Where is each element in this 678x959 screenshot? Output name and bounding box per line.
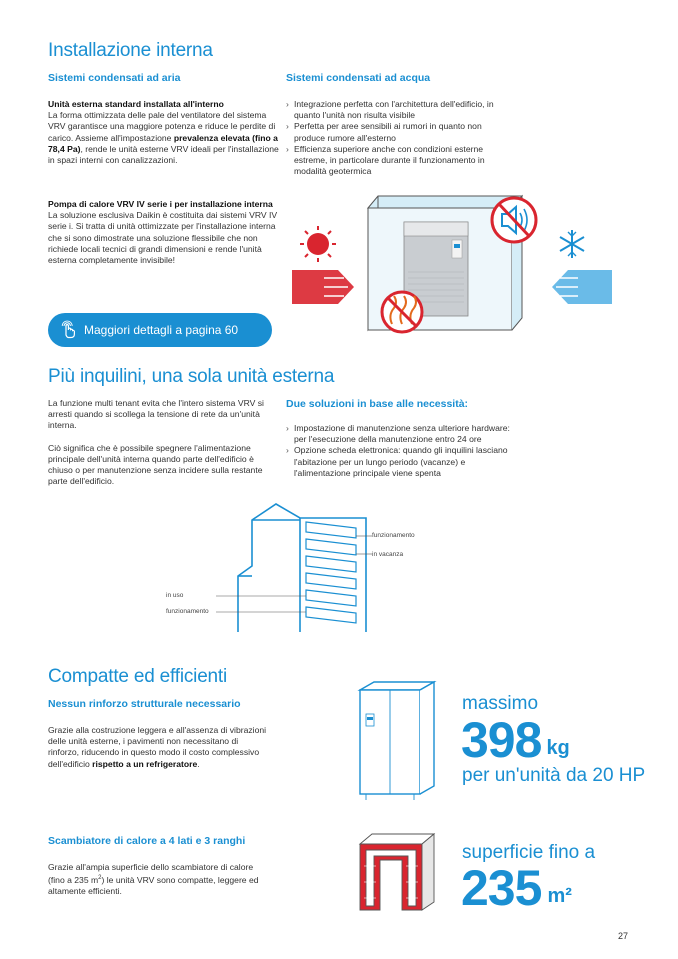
- no-heat-icon: [382, 292, 422, 332]
- multi-tenant-para1: La funzione multi tenant evita che l'intero sistema VRV si arresti quando si scollega la tensione di rete da un'unità interna.: [48, 398, 264, 431]
- section-title-inquilini: Più inquilini, una sola unità esterna: [48, 366, 335, 387]
- scambiatore-text: Grazie all'ampia superficie dello scambiatore di calore (fino a 235 $m^2$) le unità VRV sono compatte, leggere ed altamente efficienti.: [48, 862, 259, 897]
- multi-tenant-para2: Ciò significa che è possibile spegnere l'alimentazione principale dell'unità interna quando parte dell'edificio è chiuso o per manutenzione senza incidere sulla restante parte dell'edificio.: [48, 442, 263, 487]
- label-funzionamento-right: funzionamento: [372, 532, 415, 539]
- heading-aria: Sistemi condensati ad aria: [48, 72, 181, 84]
- label-in-uso: in uso: [166, 592, 184, 599]
- section-title-installazione: Installazione interna: [48, 40, 213, 61]
- heading-acqua: Sistemi condensati ad acqua: [286, 72, 431, 84]
- more-details-button[interactable]: [48, 313, 272, 347]
- stat1-value-row: [461, 712, 570, 768]
- soluzioni-bullet-2: › Opzione scheda elettronica: quando gli inquilini lasciano l'abitazione per un lungo periodo (vacanze) e l'alimentazione principale viene spenta: [286, 445, 514, 479]
- stat2-unit: m²: [547, 885, 572, 907]
- block-unita-esterna: [48, 99, 280, 166]
- soluzioni-bullet-1: › Impostazione di manutenzione senza ulteriore hardware: per l'esecuzione della manutenzione entro 24 ore: [286, 423, 514, 445]
- no-noise-icon: [492, 198, 536, 242]
- heat-exchanger-drawing: [352, 826, 444, 918]
- stat2-value: 235: [461, 860, 542, 916]
- block1-text: La forma ottimizzata delle pale del ventilatore del sistema VRV garantisce una maggiore potenza e riduce le perdite di carico. Assieme all'impostazione prevalenza elevata (fino a 78,4 Pa), rende le unità esterne VRV ideali per l'installazione in spazi interni con canalizzazioni.: [48, 110, 279, 166]
- heading-rinforzo: Nessun rinforzo strutturale necessario: [48, 698, 241, 710]
- heading-scambiatore: Scambiatore di calore a 4 lati e 3 ranghi: [48, 835, 246, 847]
- more-details-label: Maggiori dettagli a pagina 60: [84, 323, 239, 337]
- rinforzo-text: Grazie alla costruzione leggera e all'assenza di vibrazioni delle unità esterne, i pavimenti non necessitano di rinforzo, riducendo in questo modo il costo complessivo dell'edificio rispetto a un refrigeratore.: [48, 725, 267, 769]
- stat1-top-label: massimo: [462, 693, 539, 714]
- heading-soluzioni: Due soluzioni in base alle necessità:: [286, 398, 469, 410]
- label-in-vacanza: in vacanza: [372, 551, 404, 558]
- building-windows: [306, 522, 356, 623]
- page-number: 27: [618, 931, 629, 941]
- tap-hand-icon: [58, 320, 78, 340]
- stat1-unit: kg: [546, 737, 570, 759]
- block2-title: Pompa di calore VRV IV serie i per installazione interna: [48, 199, 273, 209]
- snowflake-icon: [560, 230, 584, 258]
- acqua-bullet-1: › Integrazione perfetta con l'architettura dell'edificio, in quanto l'unità non risulta visibile: [286, 99, 514, 121]
- acqua-bullet-2: › Perfetta per aree sensibili ai rumori in quanto non produce rumore all'esterno: [286, 121, 514, 143]
- stat1-bottom-label: per un'unità da 20 HP: [462, 765, 646, 786]
- acqua-bullet-3: › Efficienza superiore anche con condizioni esterne estreme, in particolare durante il funzionamento in modalità geotermica: [286, 144, 514, 178]
- stat1-value: 398: [461, 712, 542, 768]
- stat2-top-label: superficie fino a: [462, 842, 596, 863]
- indoor-unit-illustration: [286, 182, 636, 352]
- block-pompa-calore: [48, 199, 280, 266]
- block1-title: Unità esterna standard installata all'interno: [48, 99, 224, 109]
- stat2-value-row: [461, 860, 572, 916]
- building-diagram: [160, 492, 460, 642]
- multi-tenant-text: [48, 398, 270, 487]
- sun-heat-icon: [300, 226, 336, 262]
- block2-text: La soluzione esclusiva Daikin è costituita dai sistemi VRV IV serie i. Si tratta di unità ottimizzate per l'installazione interna che si sono dimostrate una soluzione flessibile che non richiede locali tecnici di grandi dimensioni e rende l'unità esterna completamente invisibile!: [48, 210, 278, 266]
- acqua-bullets: [286, 99, 514, 177]
- label-funzionamento-left: funzionamento: [166, 608, 209, 615]
- soluzioni-bullets: [286, 423, 514, 479]
- section-title-compatte: Compatte ed efficienti: [48, 666, 228, 687]
- outdoor-unit-drawing: [352, 676, 444, 806]
